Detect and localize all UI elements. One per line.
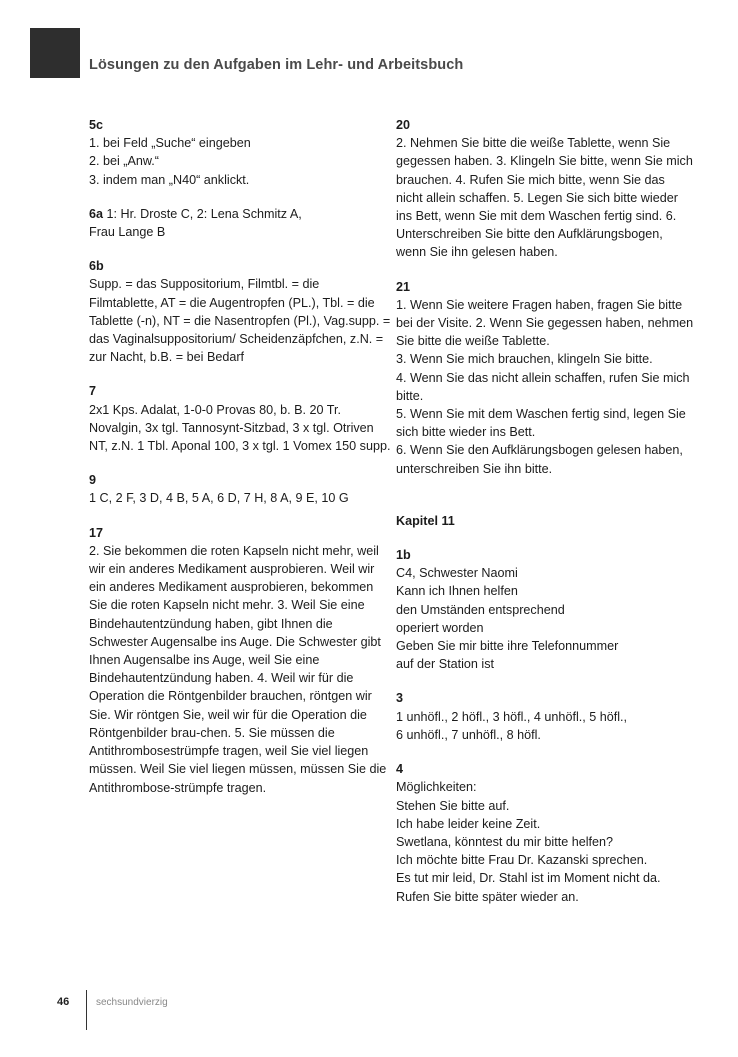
section-text-body: 1: Hr. Droste C, 2: Lena Schmitz A, Frau Lange B <box>89 206 302 240</box>
page-number: 46 <box>57 996 70 1008</box>
right-column <box>396 116 694 906</box>
section-heading: 9 <box>89 473 97 488</box>
section-21 <box>396 278 694 478</box>
section-7 <box>89 382 391 455</box>
section-heading: 21 <box>396 279 411 294</box>
left-column <box>89 116 391 797</box>
section-6b <box>89 257 391 366</box>
section-text: 2x1 Kps. Adalat, 1-0-0 Provas 80, b. B. 20 Tr. Novalgin, 3x tgl. Tannosynt-Sitzbad, 3 x tgl. Otriven NT, z.N. 1 Tbl. Aponal 100, 3 x tgl. 1 Vomex 150 supp. <box>89 402 391 454</box>
section-20 <box>396 116 694 262</box>
section-heading: 6b <box>89 259 104 274</box>
section-3 <box>396 689 694 744</box>
section-text: 1. Wenn Sie weitere Fragen haben, fragen Sie bitte bei der Visite. 2. Wenn Sie gegessen haben, nehmen Sie bitte die weiße Tablette. 3. Wenn Sie mich brauchen, klingeln Sie bitte. 4. Wenn Sie das nicht allein schaffen, rufen Sie mich bitte. 5. Wenn Sie mit dem Waschen fertig sind, legen Sie sich bitte wieder ins Bett. 6. Wenn Sie den Aufklärungsbogen gelesen haben, unterschreiben Sie ihn bitte. <box>396 297 694 476</box>
section-17 <box>89 524 391 797</box>
section-heading: 6a <box>89 206 104 221</box>
page-title: Lösungen zu den Aufgaben im Lehr- und Arbeitsbuch <box>89 57 464 73</box>
section-text <box>89 205 391 241</box>
section-text: 2. Nehmen Sie bitte die weiße Tablette, wenn Sie gegessen haben. 3. Klingeln Sie bitte, wenn Sie mich brauchen. 4. Rufen Sie mich bitte, wenn Sie das nicht allein schaffen. 5. Legen Sie sich bitte wieder ins Bett, wenn Sie mit dem Waschen fertig sind. 6. Unterschreiben Sie bitte den Aufklärungsbogen, wenn Sie ihn gelesen haben. <box>396 136 693 260</box>
section-4 <box>396 760 694 906</box>
section-heading: 17 <box>89 525 104 540</box>
section-text: Supp. = das Suppositorium, Filmtbl. = die Filmtablette, AT = die Augentropfen (PL.), Tbl. = die Tablette (-n), NT = die Nasentropfen (Pl.), Vag.supp. = das Vaginalsuppositorium/ Scheidenzäpfchen, z.N. = zur Nacht, b.B. = bei Bedarf <box>89 277 391 365</box>
section-text: Möglichkeiten: Stehen Sie bitte auf. Ich habe leider keine Zeit. Swetlana, könntest du mir bitte helfen? Ich möchte bitte Frau Dr. Kazanski sprechen. Es tut mir leid, Dr. Stahl ist im Moment nicht da. Rufen Sie bitte später wieder an. <box>396 780 661 904</box>
chapter-heading <box>396 512 694 530</box>
section-9 <box>89 471 391 507</box>
section-heading: 4 <box>396 762 404 777</box>
section-text: C4, Schwester Naomi Kann ich Ihnen helfen den Umständen entsprechend operiert worden Geben Sie mir bitte ihre Telefonnummer auf der Station ist <box>396 566 619 672</box>
section-heading: 7 <box>89 384 97 399</box>
section-1b <box>396 546 694 673</box>
section-heading: 5c <box>89 118 104 132</box>
section-text: 1. bei Feld „Suche“ eingeben 2. bei „Anw.“ 3. indem man „N40“ anklickt. <box>89 136 251 187</box>
section-heading: 1b <box>396 548 411 563</box>
section-text: 1 C, 2 F, 3 D, 4 B, 5 A, 6 D, 7 H, 8 A, 9 E, 10 G <box>89 491 349 506</box>
section-heading: 3 <box>396 691 404 706</box>
header-color-block <box>30 28 80 78</box>
section-5c <box>89 116 391 189</box>
chapter-title: Kapitel 11 <box>396 513 455 528</box>
section-heading: 20 <box>396 118 411 132</box>
section-6a <box>89 205 391 241</box>
section-text: 1 unhöfl., 2 höfl., 3 höfl., 4 unhöfl., 5 höfl., 6 unhöfl., 7 unhöfl., 8 höfl. <box>396 709 628 742</box>
page-number-word: sechsundvierzig <box>96 997 168 1008</box>
footer-divider <box>86 990 87 1030</box>
section-text: 2. Sie bekommen die roten Kapseln nicht mehr, weil wir ein anderes Medikament ausprobieren. Weil wir ein anderes Medikament ausprobieren, bekommen Sie die roten Kapseln nicht mehr. 3. Weil Sie eine Bindehautentzündung haben, gibt Ihnen die Schwester Augensalbe ins Auge. Die Schwester gibt Ihnen Augensalbe ins Auge, weil Sie eine Bindehautentzündung haben. 4. Weil wir für die Operation die Röntgenbilder brauchen, röntgen wir Sie. Wir röntgen Sie, weil wir für die Operation die Röntgenbilder brau-chen. 5. Sie müssen die Antithrombosestrümpfe tragen, weil Sie viel liegen müssen. Weil Sie viel liegen müssen, müssen Sie die Antithrombose-strümpfe tragen. <box>89 543 387 795</box>
